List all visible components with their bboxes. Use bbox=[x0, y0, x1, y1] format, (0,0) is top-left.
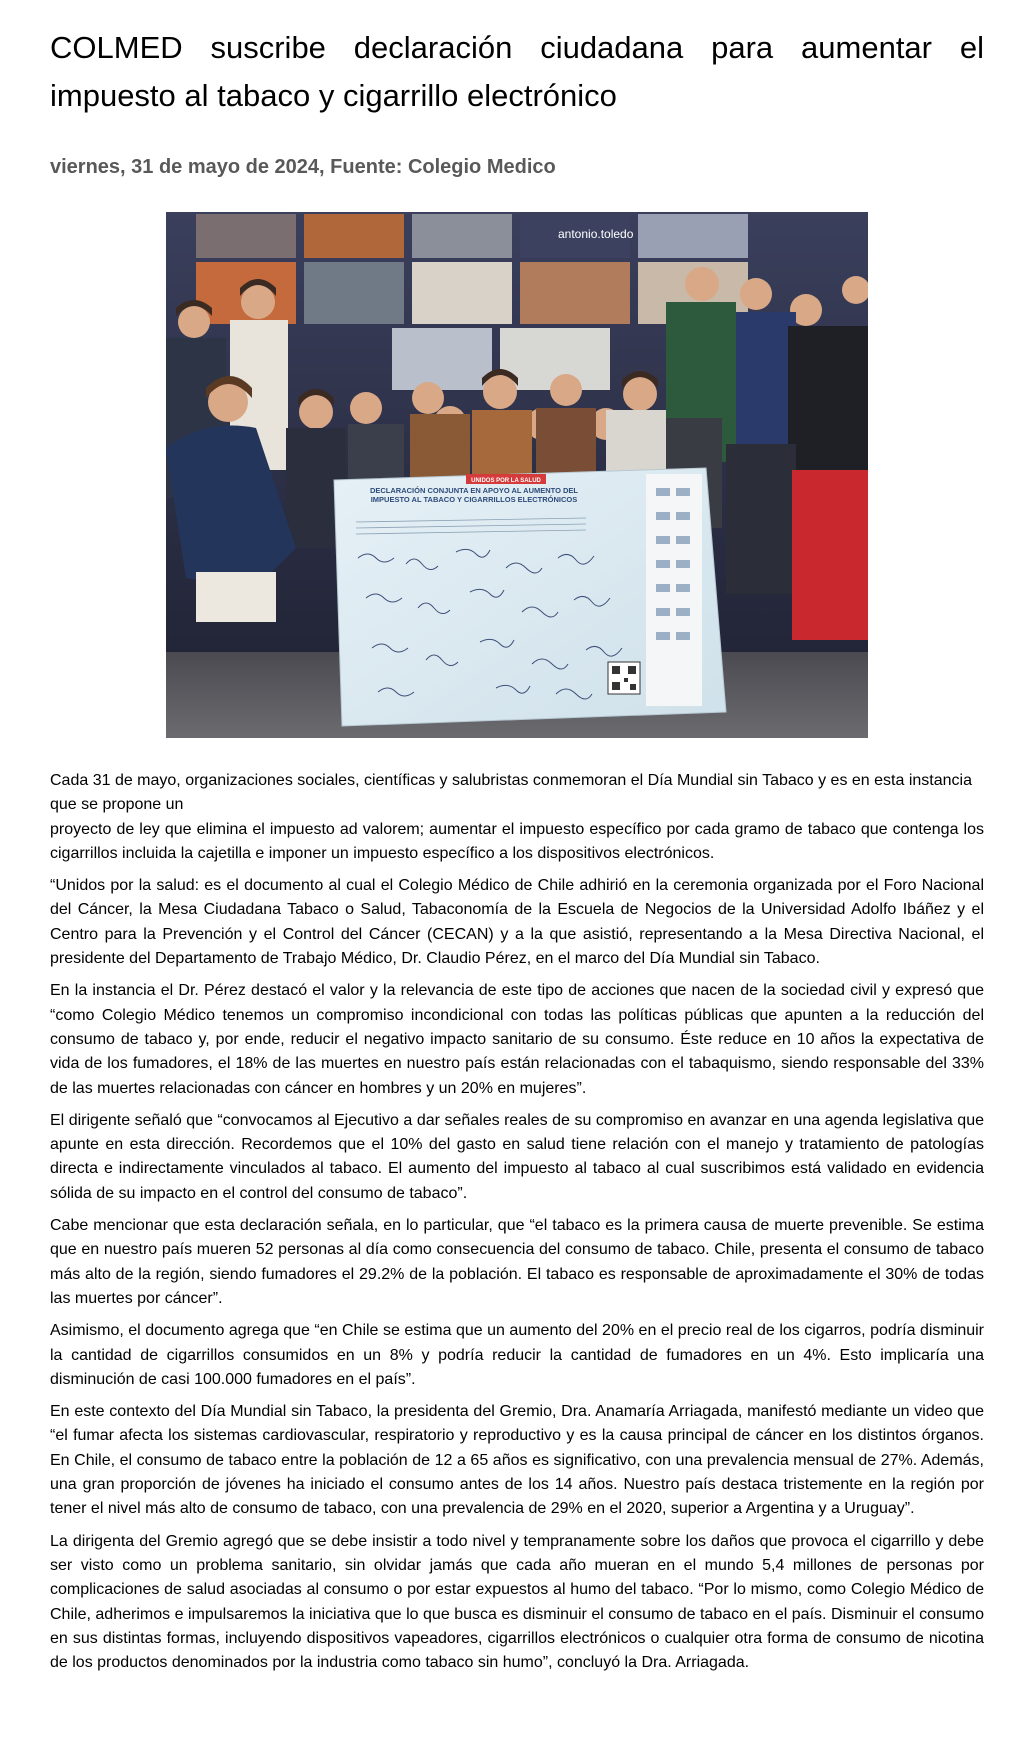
paragraph-3: “Unidos por la salud: es el documento al cual el Colegio Médico de Chile adhirió en la ceremonia organizada por el Foro Nacional del Cáncer, la Mesa Ciudadana Tabaco o Salud, Tabaconomía de la Escuela de Negocios de la Universidad Adolfo Ibáñez y el Centro para la Prevención y el Control del Cáncer (CECAN) y a la que asistió, representando a la Mesa Directiva Nacional, el presidente del Departamento de Trabajo Médico, Dr. Claudio Pérez, en el marco del Día Mundial sin Tabaco. bbox=[50, 877, 984, 968]
article-body bbox=[50, 769, 984, 1675]
board-title: DECLARACIÓN CONJUNTA EN APOYO AL AUMENTO DEL IMPUESTO AL TABACO Y CIGARRILLOS ELECTRÓNICOS bbox=[369, 486, 579, 504]
paragraph-8: En este contexto del Día Mundial sin Tabaco, la presidenta del Gremio, Dra. Anamaría Arriagada, manifestó mediante un video que “el fumar afecta los sistemas cardiovascular, respiratorio y reproductivo y es la causa principal de cáncer en los distintos órganos. En Chile, el consumo de tabaco entre la población de 12 a 65 años es significativo, con una prevalencia mensual de 27%. Además, una gran proporción de jóvenes ha iniciado el consumo antes de los 14 años. Nuestro país destaca tristemente en la región por tener el nivel más alto de consumo de tabaco, con una prevalencia de 29% en el 2020, superior a Argentina y a Uruguay”. bbox=[50, 1403, 984, 1518]
signature-board bbox=[334, 468, 726, 726]
paragraph-1: Cada 31 de mayo, organizaciones sociales, científicas y salubristas conmemoran el Día Mundial sin Tabaco y es en esta instancia que se propone un bbox=[50, 772, 972, 814]
paragraph-2: proyecto de ley que elimina el impuesto ad valorem; aumentar el impuesto específico por cada gramo de tabaco que contenga los cigarrillos incluida la cajetilla e imponer un impuesto específico a los dispositivos electrónicos. bbox=[50, 820, 984, 862]
paragraph-5: El dirigente señaló que “convocamos al Ejecutivo a dar señales reales de su compromiso en avanzar en una agenda legislativa que apunte en esta dirección. Recordemos que el 10% del gasto en salud tiene relación con el manejo y tratamiento de patologías directa e indirectamente vinculados al tabaco. El aumento del impuesto al tabaco al cual suscribimos está validado en evidencia sólida de su impacto en el control del consumo de tabaco”. bbox=[50, 1111, 984, 1202]
paragraph-7: Asimismo, el documento agrega que “en Chile se estima que un aumento del 20% en el precio real de los cigarros, podría disminuir la cantidad de cigarrillos consumidos en un 8% y podría reducir la cantidad de fumadores en un 4%. Esto implicaría una disminución de casi 100.000 fumadores en el país”. bbox=[50, 1322, 984, 1388]
article-title: COLMED suscribe declaración ciudadana para aumentar el impuesto al tabaco y cigarrillo electrónico bbox=[50, 30, 984, 113]
screen-caption: antonio.toledo bbox=[558, 227, 634, 241]
paragraph-9: La dirigenta del Gremio agregó que se debe insistir a todo nivel y tempranamente sobre los daños que provoca el cigarrillo y debe ser visto como un problema sanitario, sin olvidar jamás que cada año mueran en el mundo 5,4 millones de personas por complicaciones de salud asociadas al consumo o por estar expuestos al humo del tabaco. “Por lo mismo, como Colegio Médico de Chile, adherimos e impulsaremos la iniciativa que lo que busca es disminuir el consumo de tabaco en el país. Disminuir el consumo en sus distintas formas, incluyendo dispositivos vapeadores, cigarrillos electrónicos o cualquier otra forma de consumo de nicotina de los productos denominados por la industria como tabaco sin humo”, concluyó la Dra. Arriagada. bbox=[50, 1532, 984, 1672]
photo-illustration bbox=[166, 212, 868, 738]
board-banner: UNIDOS POR LA SALUD bbox=[471, 478, 541, 484]
paragraph-4: En la instancia el Dr. Pérez destacó el valor y la relevancia de este tipo de acciones que nacen de la sociedad civil y expresó que “como Colegio Médico tenemos un compromiso incondicional con todas las políticas públicas que apunten a la reducción del consumo de tabaco y, por ende, reducir el negativo impacto sanitario de su consumo. Éste reduce en 10 años la expectativa de vida de los fumadores, el 18% de las muertes en nuestro país están relacionadas con el tabaquismo, siendo responsable del 33% de las muertes relacionadas con cáncer en hombres y un 20% en mujeres”. bbox=[50, 982, 984, 1097]
article bbox=[50, 0, 984, 1675]
article-photo bbox=[166, 212, 868, 738]
article-meta: viernes, 31 de mayo de 2024, Fuente: Colegio Medico bbox=[50, 156, 556, 178]
paragraph-6: Cabe mencionar que esta declaración señala, en lo particular, que “el tabaco es la primera causa de muerte prevenible. Se estima que en nuestro país mueren 52 personas al día como consecuencia del consumo de tabaco. Chile, presenta el consumo de tabaco más alto de la región, siendo fumadores el 29.2% de la población. El tabaco es responsable de aproximadamente el 30% de todas las muertes por cáncer”. bbox=[50, 1217, 984, 1307]
